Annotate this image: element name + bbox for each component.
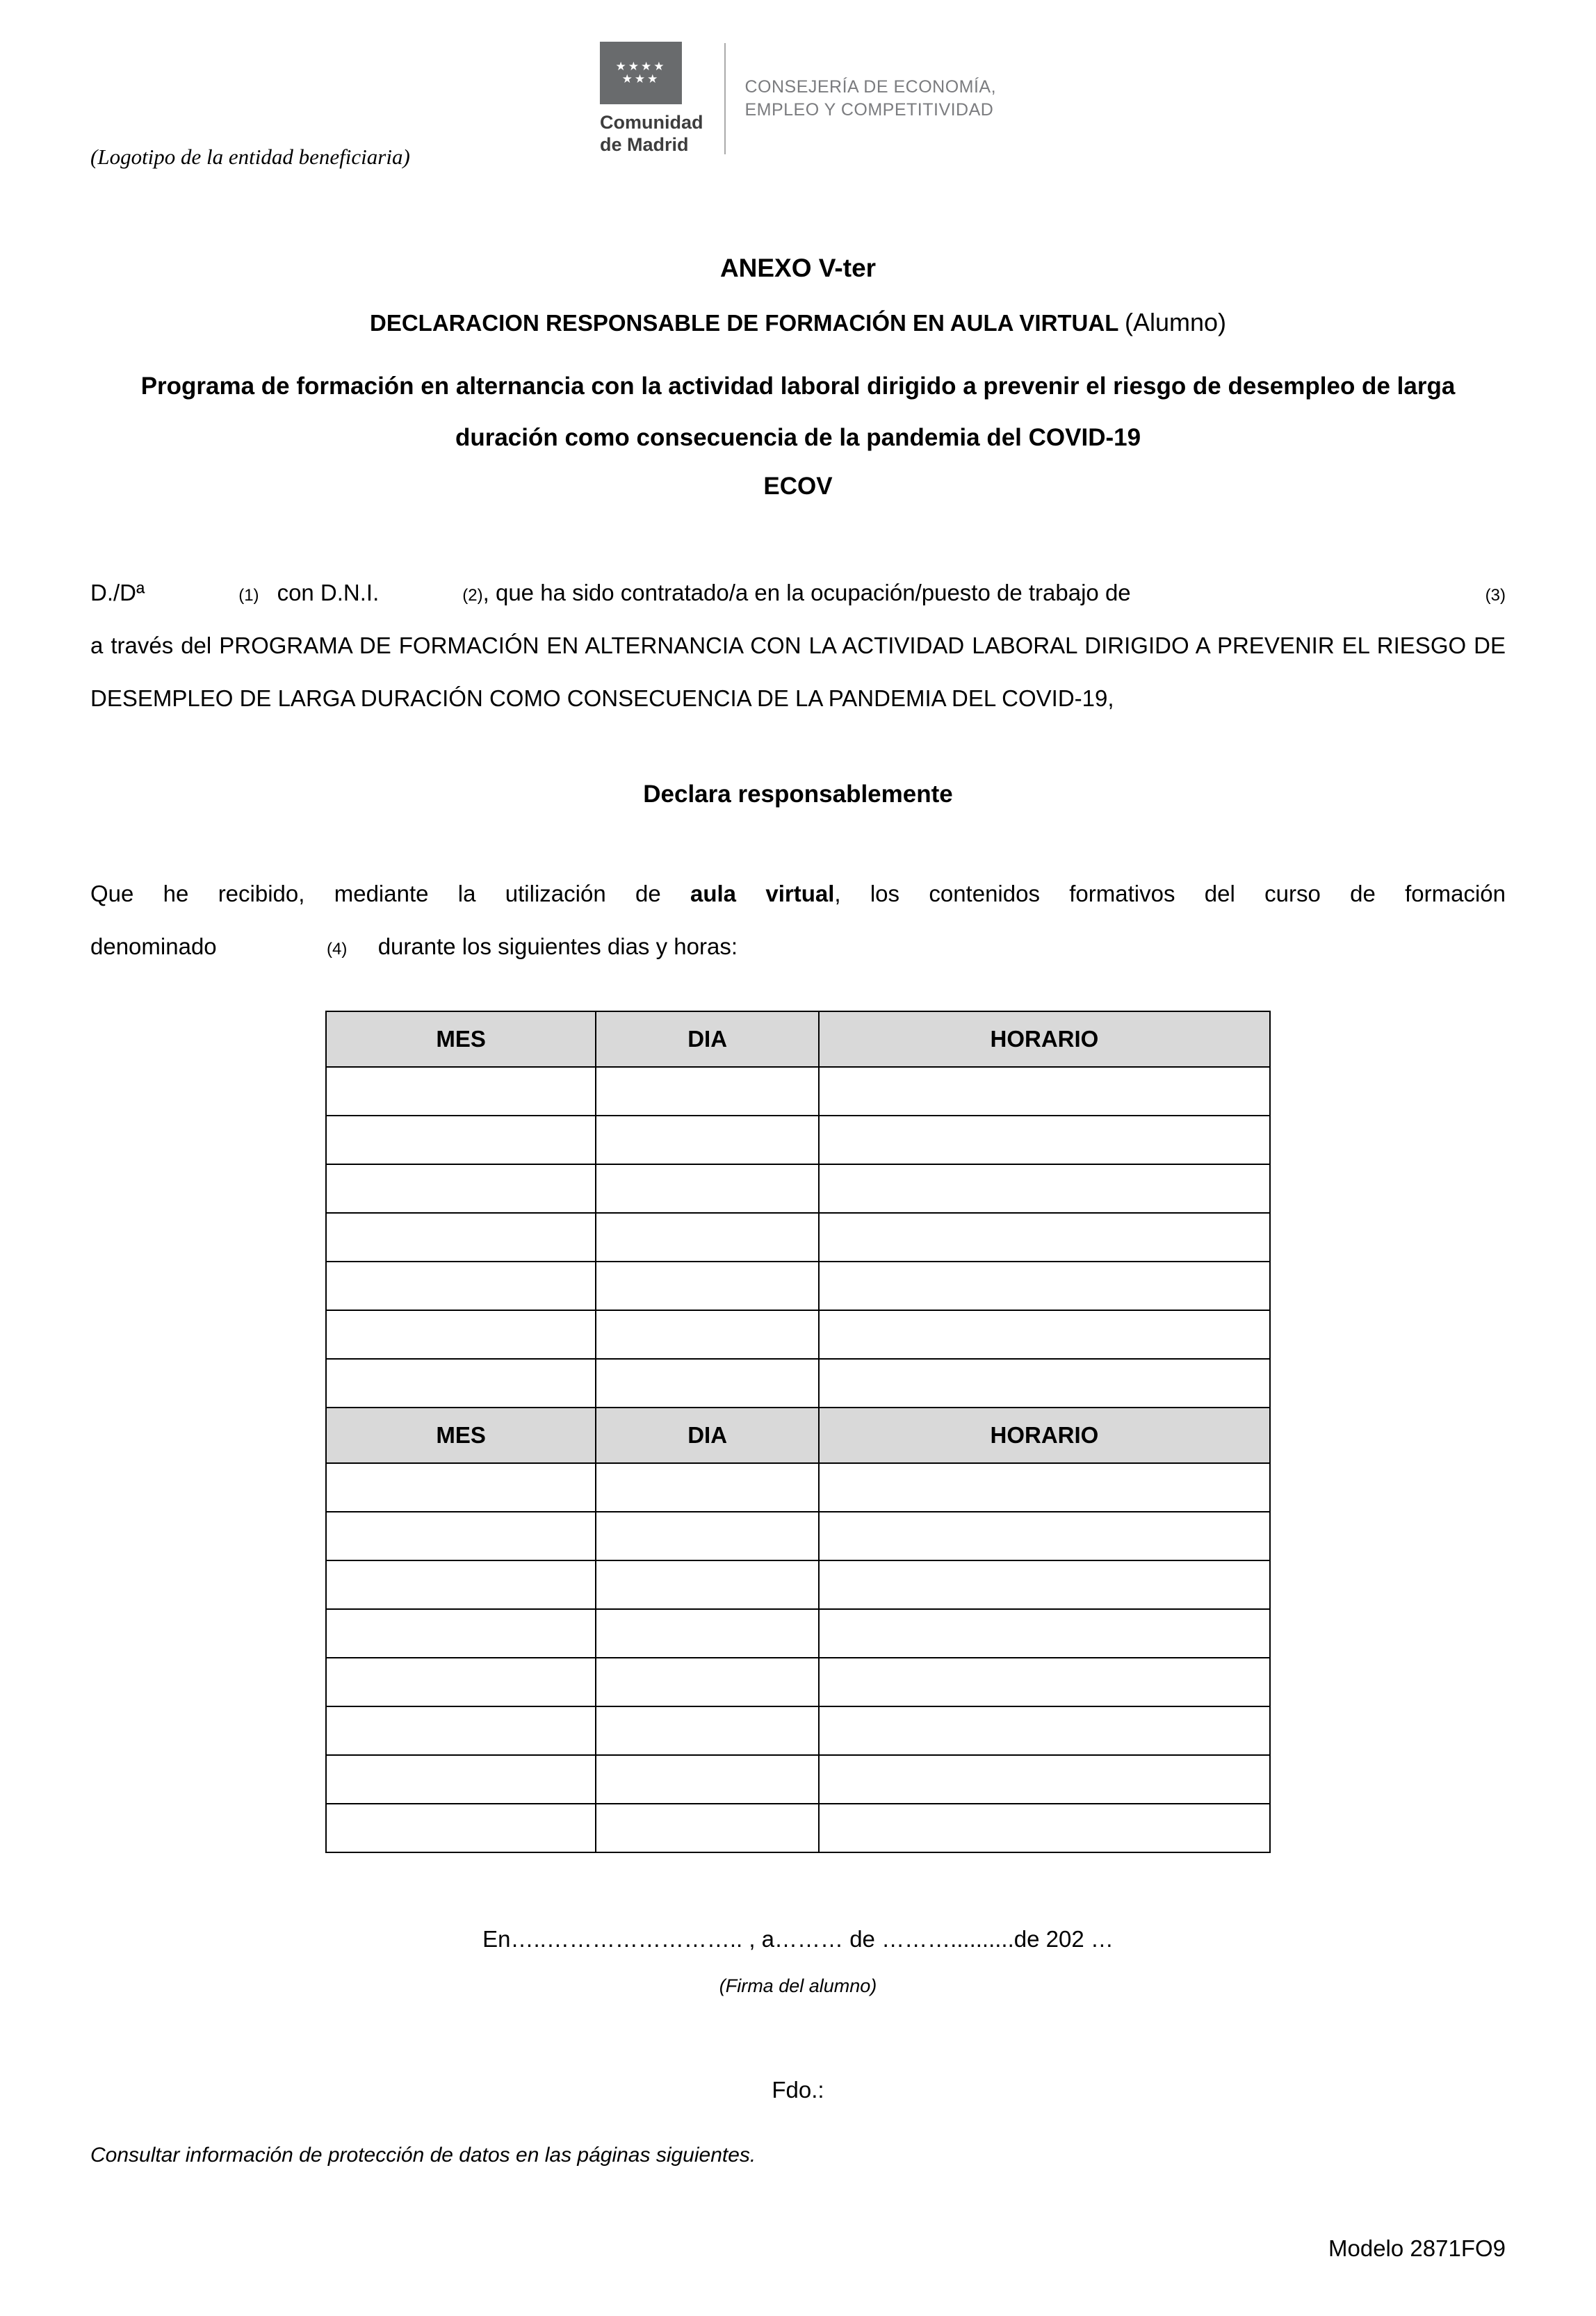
- table-cell-empty: [819, 1359, 1270, 1408]
- date-place-line: En…..…………………….. , a……… de ………..........de 202 …: [482, 1926, 1114, 1952]
- madrid-stars-row2: ★★★: [621, 72, 660, 85]
- table-cell-empty: [326, 1609, 596, 1658]
- table-row: [326, 1706, 1270, 1755]
- org-name: [600, 111, 703, 156]
- table-row: [326, 1560, 1270, 1609]
- schedule-table-body-2: [326, 1463, 1270, 1852]
- header-row: [326, 1011, 1270, 1067]
- table-cell-empty: [596, 1359, 818, 1408]
- org-name-line1: Comunidad: [599, 112, 703, 133]
- intro-paragraph: [90, 566, 1506, 725]
- table-row: [326, 1463, 1270, 1512]
- intro-contracted-text: , que ha sido contratado/a en la ocupación/puesto de trabajo de: [482, 580, 1131, 605]
- table-row: [326, 1804, 1270, 1852]
- table-cell-empty: [326, 1164, 596, 1213]
- table-cell-empty: [819, 1804, 1270, 1852]
- table-cell-empty: [326, 1560, 596, 1609]
- table-cell-empty: [819, 1067, 1270, 1116]
- table-row: [326, 1164, 1270, 1213]
- org-name-line2: de Madrid: [599, 134, 689, 156]
- table-row: [326, 1609, 1270, 1658]
- schedule-table-body-1: [326, 1067, 1270, 1408]
- table-cell-empty: [819, 1213, 1270, 1262]
- madrid-flag-icon: [600, 42, 682, 104]
- body-paragraph: [90, 867, 1506, 973]
- beneficiary-logo-placeholder: (Logotipo de la entidad beneficiaria): [90, 145, 410, 169]
- table-cell-empty: [596, 1213, 818, 1262]
- table-row: [326, 1067, 1270, 1116]
- body-text-1: Que he recibido, mediante la utilización de: [90, 880, 690, 906]
- model-number: Modelo 2871FO9: [1328, 2235, 1506, 2261]
- madrid-stars-row1: ★★★★: [615, 60, 667, 74]
- table-cell-empty: [596, 1164, 818, 1213]
- footnote-ref-3: (3): [1485, 586, 1506, 605]
- table-cell-empty: [326, 1310, 596, 1359]
- table-cell-empty: [596, 1116, 818, 1164]
- table-cell-empty: [819, 1706, 1270, 1755]
- table-cell-empty: [326, 1067, 596, 1116]
- table-row: [326, 1755, 1270, 1804]
- table-row: [326, 1658, 1270, 1706]
- denominado-label: denominado: [90, 933, 217, 959]
- table-cell-empty: [326, 1804, 596, 1852]
- table-cell-empty: [819, 1310, 1270, 1359]
- table-cell-empty: [326, 1706, 596, 1755]
- body-line-2: [90, 920, 1506, 973]
- table-cell-empty: [326, 1213, 596, 1262]
- table-cell-empty: [596, 1262, 818, 1310]
- table-cell-empty: [819, 1658, 1270, 1706]
- intro-line-1: [90, 566, 1506, 619]
- table-cell-empty: [819, 1116, 1270, 1164]
- table-cell-empty: [326, 1359, 596, 1408]
- table-row: [326, 1262, 1270, 1310]
- table-cell-empty: [326, 1755, 596, 1804]
- table-cell-empty: [326, 1512, 596, 1560]
- table-cell-empty: [326, 1262, 596, 1310]
- table-cell-empty: [596, 1512, 818, 1560]
- department-name: [744, 76, 996, 123]
- body-text-3: durante los siguientes dias y horas:: [377, 933, 738, 959]
- table-cell-empty: [819, 1755, 1270, 1804]
- footnote-ref-2: (2): [462, 586, 483, 605]
- footnote-ref-4: (4): [327, 939, 348, 959]
- comunidad-madrid-logo: [600, 42, 996, 156]
- signature-note: (Firma del alumno): [719, 1975, 877, 1997]
- intro-dda: D./Dª: [90, 580, 145, 605]
- schedule-table-header-2: [326, 1408, 1270, 1463]
- fdo-label: Fdo.:: [772, 2077, 824, 2103]
- logo-divider: [724, 43, 725, 154]
- table-cell-empty: [326, 1463, 596, 1512]
- schedule-table-header-1: [326, 1011, 1270, 1067]
- table-row: [326, 1116, 1270, 1164]
- table-cell-empty: [596, 1804, 818, 1852]
- column-header-dia: DIA: [596, 1408, 818, 1463]
- madrid-flag-block: [600, 42, 703, 156]
- intro-dni-label: con D.N.I.: [277, 580, 380, 605]
- table-cell-empty: [819, 1164, 1270, 1213]
- table-cell-empty: [326, 1658, 596, 1706]
- aula-virtual-bold: aula virtual: [690, 880, 835, 906]
- schedule-table: [325, 1011, 1271, 1853]
- column-header-mes: MES: [326, 1011, 596, 1067]
- table-cell-empty: [326, 1116, 596, 1164]
- table-cell-empty: [819, 1262, 1270, 1310]
- table-cell-empty: [819, 1609, 1270, 1658]
- table-cell-empty: [596, 1463, 818, 1512]
- department-line2: EMPLEO Y COMPETITIVIDAD: [744, 100, 994, 120]
- header-row: [326, 1408, 1270, 1463]
- program-title: Programa de formación en alternancia con la actividad laboral dirigido a prevenir el riesgo de desempleo de larga duración como consecuencia de la pandemia del COVID-19: [140, 373, 1456, 451]
- table-cell-empty: [596, 1609, 818, 1658]
- table-cell-empty: [596, 1560, 818, 1609]
- table-cell-empty: [819, 1560, 1270, 1609]
- privacy-note: Consultar información de protección de datos en las páginas siguientes.: [90, 2144, 756, 2167]
- declaration-heading: Declara responsablemente: [643, 780, 953, 808]
- title-block: [90, 254, 1506, 500]
- table-cell-empty: [596, 1706, 818, 1755]
- table-cell-empty: [596, 1067, 818, 1116]
- table-row: [326, 1213, 1270, 1262]
- intro-continuation: a través del PROGRAMA DE FORMACIÓN EN ALTERNANCIA CON LA ACTIVIDAD LABORAL DIRIGIDO A PREVENIR EL RIESGO DE DESEMPLEO DE LARGA DURACIÓN COMO CONSECUENCIA DE LA PANDEMIA DEL COVID-19,: [90, 632, 1506, 711]
- table-row: [326, 1512, 1270, 1560]
- table-cell-empty: [596, 1310, 818, 1359]
- page-header: [90, 42, 1506, 212]
- body-text-2: , los contenidos formativos del curso de formación: [834, 880, 1506, 906]
- table-cell-empty: [596, 1658, 818, 1706]
- ecov-label: ECOV: [763, 473, 833, 500]
- table-cell-empty: [819, 1463, 1270, 1512]
- column-header-dia: DIA: [596, 1011, 818, 1067]
- annex-title: ANEXO V-ter: [719, 254, 877, 282]
- body-line-1: [90, 867, 1506, 920]
- table-row: [326, 1359, 1270, 1408]
- column-header-horario: HORARIO: [819, 1408, 1270, 1463]
- column-header-mes: MES: [326, 1408, 596, 1463]
- table-row: [326, 1310, 1270, 1359]
- footnote-ref-1: (1): [238, 586, 259, 605]
- table-cell-empty: [596, 1755, 818, 1804]
- column-header-horario: HORARIO: [819, 1011, 1270, 1067]
- declaration-title: [90, 308, 1506, 337]
- table-cell-empty: [819, 1512, 1270, 1560]
- department-line1: CONSEJERÍA DE ECONOMÍA,: [744, 76, 997, 97]
- declaration-title-bold: DECLARACION RESPONSABLE DE FORMACIÓN EN AULA VIRTUAL: [369, 310, 1125, 336]
- declaration-title-alumno: (Alumno): [1124, 308, 1227, 336]
